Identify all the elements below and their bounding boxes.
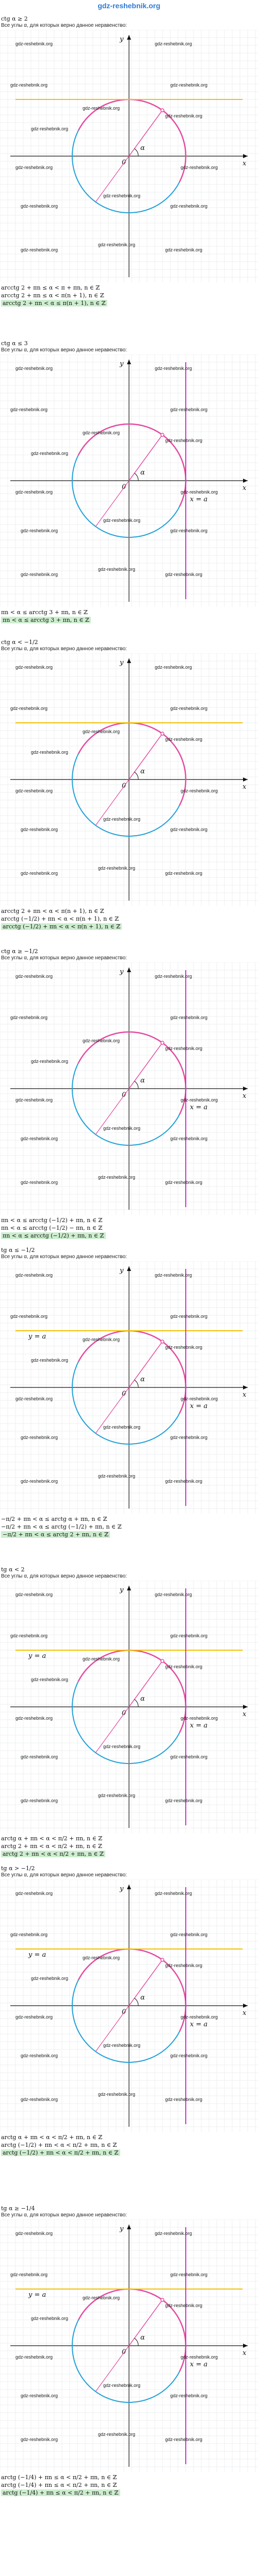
watermark-text: gdz-reshebnik.org bbox=[170, 1932, 208, 1937]
y-axis-label: y bbox=[120, 360, 124, 368]
angle-point bbox=[161, 433, 164, 436]
x-axis-label: x bbox=[243, 1710, 247, 1718]
angle-arc bbox=[135, 1699, 138, 1707]
y-eq-a-label: y = a bbox=[28, 1652, 46, 1660]
angle-arc bbox=[135, 772, 138, 779]
problem-statement: tg α ≥ −1/4 bbox=[1, 2205, 35, 2212]
answer-line: −π/2 + πn < α ≤ arctg (−1/2) + πn, n ∈ ℤ bbox=[1, 1523, 122, 1530]
watermark-text: gdz-reshebnik.org bbox=[170, 1015, 208, 1020]
watermark-text: gdz-reshebnik.org bbox=[21, 1754, 58, 1759]
alpha-label: α bbox=[140, 768, 145, 775]
watermark-text: gdz-reshebnik.org bbox=[165, 1046, 203, 1051]
watermark-text: gdz-reshebnik.org bbox=[21, 247, 58, 252]
condition-text: Все углы α, для которых верно данное неравенство: bbox=[1, 1254, 127, 1260]
x-axis-label: x bbox=[243, 1391, 247, 1399]
solution-arc bbox=[78, 1032, 186, 1114]
watermark-text: gdz-reshebnik.org bbox=[103, 2383, 141, 2388]
watermark-text: gdz-reshebnik.org bbox=[21, 827, 58, 832]
origin-label: 0 bbox=[122, 159, 126, 166]
watermark-text: gdz-reshebnik.org bbox=[15, 1592, 53, 1597]
watermark-text: gdz-reshebnik.org bbox=[155, 974, 192, 979]
watermark-text: gdz-reshebnik.org bbox=[103, 1744, 141, 1749]
watermark-text: gdz-reshebnik.org bbox=[165, 1345, 203, 1350]
alpha-label: α bbox=[140, 1376, 145, 1383]
radius-line bbox=[129, 435, 163, 481]
watermark-text: gdz-reshebnik.org bbox=[170, 1136, 208, 1141]
watermark-text: gdz-reshebnik.org bbox=[103, 1126, 141, 1131]
problem-statement: tg α > −1/2 bbox=[1, 1865, 35, 1872]
x-axis-label: x bbox=[243, 160, 247, 167]
origin-label: 0 bbox=[122, 1091, 126, 1099]
watermark-text: gdz-reshebnik.org bbox=[31, 451, 69, 456]
watermark-text: gdz-reshebnik.org bbox=[165, 2097, 203, 2102]
x-axis-label: x bbox=[243, 484, 247, 492]
watermark-text: gdz-reshebnik.org bbox=[170, 2053, 208, 2058]
y-axis-label: y bbox=[120, 36, 124, 43]
problem-statement: ctg α ≥ 2 bbox=[1, 15, 28, 22]
alpha-label: α bbox=[140, 144, 145, 152]
watermark-text: gdz-reshebnik.org bbox=[165, 113, 203, 118]
answer-line: arctg α + πn < α < π/2 + πn, n ∈ ℤ bbox=[1, 2134, 103, 2141]
watermark-text: gdz-reshebnik.org bbox=[181, 1097, 218, 1103]
watermark-text: gdz-reshebnik.org bbox=[15, 665, 53, 670]
radius-line bbox=[129, 1661, 163, 1707]
watermark-text: gdz-reshebnik.org bbox=[165, 572, 203, 577]
watermark-text: gdz-reshebnik.org bbox=[83, 1656, 120, 1662]
x-eq-a-label: x = a bbox=[190, 2021, 208, 2028]
unit-circle-plot bbox=[0, 30, 258, 282]
watermark-text: gdz-reshebnik.org bbox=[170, 528, 208, 533]
angle-arc bbox=[135, 1998, 138, 2006]
watermark-text: gdz-reshebnik.org bbox=[31, 1059, 69, 1064]
watermark-text: gdz-reshebnik.org bbox=[170, 204, 208, 209]
watermark-text: gdz-reshebnik.org bbox=[181, 165, 218, 170]
x-axis-label: x bbox=[243, 1092, 247, 1100]
final-answer: arctg 2 + πn < α < π/2 + πn, n ∈ ℤ bbox=[1, 1851, 105, 1857]
condition-text: Все углы α, для которых верно данное неравенство: bbox=[1, 646, 127, 652]
watermark-text: gdz-reshebnik.org bbox=[181, 2354, 218, 2360]
answer-line: πn < α ≤ arcctg 3 + πn, n ∈ ℤ bbox=[1, 609, 88, 616]
watermark-text: gdz-reshebnik.org bbox=[181, 788, 218, 793]
answer-line: arcctg 2 + πn < α < π(n + 1), n ∈ ℤ bbox=[1, 908, 104, 914]
watermark-text: gdz-reshebnik.org bbox=[165, 2437, 203, 2442]
watermark-text: gdz-reshebnik.org bbox=[15, 1716, 53, 1721]
watermark-text: gdz-reshebnik.org bbox=[15, 1097, 53, 1103]
angle-point bbox=[161, 2298, 164, 2301]
watermark-text: gdz-reshebnik.org bbox=[31, 126, 69, 131]
watermark-text: gdz-reshebnik.org bbox=[165, 247, 203, 252]
answer-line: arcctg 2 + πn ≤ α < π + πn, n ∈ ℤ bbox=[1, 284, 100, 291]
watermark-text: gdz-reshebnik.org bbox=[10, 2272, 48, 2277]
watermark-text: gdz-reshebnik.org bbox=[165, 871, 203, 876]
final-answer: arctg (−1/4) + πn ≤ α < π/2 + πn, n ∈ ℤ bbox=[1, 2489, 120, 2496]
condition-text: Все углы α, для которых верно данное неравенство: bbox=[1, 1573, 127, 1579]
unit-circle-plot bbox=[0, 962, 258, 1215]
watermark-text: gdz-reshebnik.org bbox=[103, 817, 141, 822]
watermark-text: gdz-reshebnik.org bbox=[10, 706, 48, 711]
watermark-text: gdz-reshebnik.org bbox=[170, 2393, 208, 2398]
watermark-text: gdz-reshebnik.org bbox=[98, 2432, 136, 2437]
watermark-text: gdz-reshebnik.org bbox=[15, 489, 53, 495]
site-logo[interactable]: gdz-reshebnik.org bbox=[98, 2, 160, 10]
watermark-text: gdz-reshebnik.org bbox=[83, 106, 120, 111]
watermark-text: gdz-reshebnik.org bbox=[21, 572, 58, 577]
watermark-text: gdz-reshebnik.org bbox=[155, 41, 192, 46]
watermark-text: gdz-reshebnik.org bbox=[10, 1314, 48, 1319]
watermark-text: gdz-reshebnik.org bbox=[170, 1754, 208, 1759]
x-eq-a-label: x = a bbox=[190, 1722, 208, 1730]
watermark-text: gdz-reshebnik.org bbox=[15, 974, 53, 979]
solution-arc bbox=[78, 424, 186, 506]
condition-text: Все углы α, для которых верно данное неравенство: bbox=[1, 23, 127, 28]
y-axis-label: y bbox=[120, 659, 124, 667]
x-axis-label: x bbox=[243, 2349, 247, 2357]
watermark-text: gdz-reshebnik.org bbox=[170, 407, 208, 412]
solution-arc bbox=[78, 99, 186, 182]
final-answer: arcctg 2 + πn < α ≤ π(n + 1), n ∈ ℤ bbox=[1, 300, 107, 307]
watermark-text: gdz-reshebnik.org bbox=[15, 1396, 53, 1401]
alpha-label: α bbox=[140, 1994, 145, 2002]
x-arrow-icon bbox=[243, 1087, 248, 1091]
condition-text: Все углы α, для которых верно данное неравенство: bbox=[1, 347, 127, 353]
watermark-text: gdz-reshebnik.org bbox=[98, 866, 136, 871]
watermark-text: gdz-reshebnik.org bbox=[165, 737, 203, 742]
watermark-text: gdz-reshebnik.org bbox=[83, 1955, 120, 1960]
angle-point bbox=[161, 1041, 164, 1044]
watermark-text: gdz-reshebnik.org bbox=[165, 1963, 203, 1968]
watermark-text: gdz-reshebnik.org bbox=[170, 1633, 208, 1638]
watermark-text: gdz-reshebnik.org bbox=[181, 1716, 218, 1721]
watermark-text: gdz-reshebnik.org bbox=[170, 827, 208, 832]
watermark-text: gdz-reshebnik.org bbox=[31, 1677, 69, 1682]
answer-line: arcctg 2 + πn ≤ α < π(n + 1), n ∈ ℤ bbox=[1, 292, 104, 299]
answer-line: arctg 2 + πn < α < π/2 + πn, n ∈ ℤ bbox=[1, 1843, 103, 1850]
watermark-text: gdz-reshebnik.org bbox=[15, 366, 53, 371]
watermark-text: gdz-reshebnik.org bbox=[21, 528, 58, 533]
watermark-text: gdz-reshebnik.org bbox=[155, 665, 192, 670]
alpha-label: α bbox=[140, 469, 145, 477]
answer-line: arcctg (−1/2) + πn < α < π(n + 1), n ∈ ℤ bbox=[1, 916, 119, 922]
answer-line: −π/2 + πn < α ≤ arctg α + πn, n ∈ ℤ bbox=[1, 1516, 107, 1522]
x-eq-a-label: x = a bbox=[190, 1104, 208, 1111]
watermark-text: gdz-reshebnik.org bbox=[21, 2097, 58, 2102]
watermark-text: gdz-reshebnik.org bbox=[98, 242, 136, 247]
watermark-text: gdz-reshebnik.org bbox=[98, 567, 136, 572]
alpha-label: α bbox=[140, 1695, 145, 1703]
answer-line: arctg α + πn < α < π/2 + πn, n ∈ ℤ bbox=[1, 1835, 103, 1842]
watermark-text: gdz-reshebnik.org bbox=[155, 2231, 192, 2236]
solution-arc bbox=[78, 1331, 186, 1413]
watermark-text: gdz-reshebnik.org bbox=[83, 1038, 120, 1043]
watermark-text: gdz-reshebnik.org bbox=[165, 2303, 203, 2308]
alpha-label: α bbox=[140, 2334, 145, 2342]
radius-line bbox=[129, 1960, 163, 2006]
watermark-text: gdz-reshebnik.org bbox=[181, 2014, 218, 2020]
radius-line bbox=[129, 1043, 163, 1089]
watermark-text: gdz-reshebnik.org bbox=[21, 1798, 58, 1803]
x-eq-a-label: x = a bbox=[190, 1402, 208, 1410]
x-arrow-icon bbox=[243, 2004, 248, 2008]
answer-line: πn < α ≤ arcctg (−1/2) + πn, n ∈ ℤ bbox=[1, 1217, 103, 1224]
alpha-label: α bbox=[140, 1077, 145, 1084]
angle-arc bbox=[135, 1380, 138, 1387]
problem-statement: ctg α ≥ −1/2 bbox=[1, 948, 38, 955]
watermark-text: gdz-reshebnik.org bbox=[181, 1396, 218, 1401]
radius-line bbox=[129, 110, 163, 156]
x-arrow-icon bbox=[243, 777, 248, 782]
watermark-text: gdz-reshebnik.org bbox=[83, 2295, 120, 2300]
watermark-text: gdz-reshebnik.org bbox=[15, 788, 53, 793]
watermark-text: gdz-reshebnik.org bbox=[155, 1273, 192, 1278]
answer-line: arctg (−1/2) + πn < α < π/2 + πn, n ∈ ℤ bbox=[1, 2142, 117, 2148]
watermark-text: gdz-reshebnik.org bbox=[155, 366, 192, 371]
watermark-text: gdz-reshebnik.org bbox=[181, 489, 218, 495]
x-arrow-icon bbox=[243, 154, 248, 158]
watermark-text: gdz-reshebnik.org bbox=[21, 1180, 58, 1185]
angle-arc bbox=[135, 1081, 138, 1089]
watermark-text: gdz-reshebnik.org bbox=[170, 2272, 208, 2277]
origin-label: 0 bbox=[122, 483, 126, 491]
origin-label: 0 bbox=[122, 2348, 126, 2356]
watermark-text: gdz-reshebnik.org bbox=[31, 750, 69, 755]
radius-line bbox=[129, 1342, 163, 1387]
y-eq-a-label: y = a bbox=[28, 2291, 46, 2299]
angle-arc bbox=[135, 148, 138, 156]
problem-statement: tg α ≤ −1/2 bbox=[1, 1247, 35, 1253]
watermark-text: gdz-reshebnik.org bbox=[31, 1358, 69, 1363]
watermark-text: gdz-reshebnik.org bbox=[10, 82, 48, 88]
watermark-text: gdz-reshebnik.org bbox=[165, 1180, 203, 1185]
watermark-text: gdz-reshebnik.org bbox=[165, 1664, 203, 1669]
y-axis-label: y bbox=[120, 968, 124, 976]
watermark-text: gdz-reshebnik.org bbox=[15, 1273, 53, 1278]
watermark-text: gdz-reshebnik.org bbox=[21, 2437, 58, 2442]
y-axis-label: y bbox=[120, 1586, 124, 1594]
watermark-text: gdz-reshebnik.org bbox=[21, 2393, 58, 2398]
watermark-text: gdz-reshebnik.org bbox=[15, 41, 53, 46]
answer-line: arctg (−1/4) + πn ≤ α < π/2 + πn, n ∈ ℤ bbox=[1, 2482, 117, 2488]
condition-text: Все углы α, для которых верно данное неравенство: bbox=[1, 955, 127, 961]
watermark-text: gdz-reshebnik.org bbox=[103, 193, 141, 198]
x-arrow-icon bbox=[243, 1705, 248, 1709]
final-answer: arcctg (−1/2) + πn < α < π(n + 1), n ∈ ℤ bbox=[1, 923, 122, 930]
origin-label: 0 bbox=[122, 782, 126, 790]
watermark-text: gdz-reshebnik.org bbox=[21, 204, 58, 209]
watermark-text: gdz-reshebnik.org bbox=[15, 2354, 53, 2360]
watermark-text: gdz-reshebnik.org bbox=[170, 706, 208, 711]
final-answer: −π/2 + πn < α ≤ arctg 2 + πn, n ∈ ℤ bbox=[1, 1531, 110, 1538]
watermark-text: gdz-reshebnik.org bbox=[170, 1435, 208, 1440]
watermark-text: gdz-reshebnik.org bbox=[10, 1633, 48, 1638]
watermark-text: gdz-reshebnik.org bbox=[10, 1015, 48, 1020]
y-eq-a-label: y = a bbox=[28, 1333, 46, 1341]
unit-circle-plot bbox=[0, 1879, 258, 2132]
watermark-text: gdz-reshebnik.org bbox=[103, 518, 141, 523]
angle-point bbox=[161, 1659, 164, 1663]
angle-point bbox=[161, 1340, 164, 1343]
angle-arc bbox=[135, 2338, 138, 2346]
watermark-text: gdz-reshebnik.org bbox=[21, 1136, 58, 1141]
angle-arc bbox=[135, 473, 138, 481]
unit-circle-plot bbox=[0, 2219, 258, 2472]
watermark-text: gdz-reshebnik.org bbox=[165, 1798, 203, 1803]
solution-arc bbox=[78, 1650, 186, 1733]
y-axis-label: y bbox=[120, 1885, 124, 1893]
watermark-text: gdz-reshebnik.org bbox=[15, 1891, 53, 1896]
watermark-text: gdz-reshebnik.org bbox=[21, 871, 58, 876]
watermark-text: gdz-reshebnik.org bbox=[103, 1425, 141, 1430]
watermark-text: gdz-reshebnik.org bbox=[15, 165, 53, 170]
origin-label: 0 bbox=[122, 1390, 126, 1398]
x-arrow-icon bbox=[243, 479, 248, 483]
y-axis-label: y bbox=[120, 1267, 124, 1275]
watermark-text: gdz-reshebnik.org bbox=[98, 2092, 136, 2097]
watermark-text: gdz-reshebnik.org bbox=[31, 2316, 69, 2321]
unit-circle-plot bbox=[0, 653, 258, 906]
x-axis-label: x bbox=[243, 783, 247, 791]
watermark-text: gdz-reshebnik.org bbox=[21, 1435, 58, 1440]
watermark-text: gdz-reshebnik.org bbox=[10, 1932, 48, 1937]
x-arrow-icon bbox=[243, 1385, 248, 1389]
watermark-text: gdz-reshebnik.org bbox=[170, 82, 208, 88]
angle-point bbox=[161, 1958, 164, 1961]
watermark-text: gdz-reshebnik.org bbox=[83, 430, 120, 435]
watermark-text: gdz-reshebnik.org bbox=[103, 2043, 141, 2048]
radius-line bbox=[129, 734, 163, 779]
unit-circle-plot bbox=[0, 354, 258, 607]
condition-text: Все углы α, для которых верно данное неравенство: bbox=[1, 2212, 127, 2218]
watermark-text: gdz-reshebnik.org bbox=[31, 1976, 69, 1981]
problem-statement: ctg α < −1/2 bbox=[1, 639, 38, 646]
x-axis-label: x bbox=[243, 2009, 247, 2017]
answer-line: πn < α ≤ arcctg (−1/2) − πn, n ∈ ℤ bbox=[1, 1225, 103, 1231]
watermark-text: gdz-reshebnik.org bbox=[98, 1473, 136, 1479]
radius-line bbox=[129, 2300, 163, 2346]
watermark-text: gdz-reshebnik.org bbox=[83, 1337, 120, 1342]
answer-line: arctg (−1/4) + πn ≤ α < π/2 + πn, n ∈ ℤ bbox=[1, 2474, 117, 2481]
watermark-text: gdz-reshebnik.org bbox=[15, 2231, 53, 2236]
watermark-text: gdz-reshebnik.org bbox=[165, 1479, 203, 1484]
watermark-text: gdz-reshebnik.org bbox=[21, 2053, 58, 2058]
y-axis-label: y bbox=[120, 2225, 124, 2233]
watermark-text: gdz-reshebnik.org bbox=[15, 2014, 53, 2020]
watermark-text: gdz-reshebnik.org bbox=[10, 407, 48, 412]
watermark-text: gdz-reshebnik.org bbox=[155, 1592, 192, 1597]
final-answer: arctg (−1/2) + πn < α < π/2 + πn, n ∈ ℤ bbox=[1, 2149, 120, 2156]
watermark-text: gdz-reshebnik.org bbox=[21, 1479, 58, 1484]
x-eq-a-label: x = a bbox=[190, 2361, 208, 2368]
watermark-text: gdz-reshebnik.org bbox=[155, 1891, 192, 1896]
watermark-text: gdz-reshebnik.org bbox=[170, 1314, 208, 1319]
problem-statement: tg α < 2 bbox=[1, 1566, 25, 1573]
x-arrow-icon bbox=[243, 2344, 248, 2348]
solution-arc bbox=[78, 2289, 186, 2371]
condition-text: Все углы α, для которых верно данное неравенство: bbox=[1, 1872, 127, 1878]
final-answer: πn < α ≤ arcctg 3 + πn, n ∈ ℤ bbox=[1, 617, 91, 623]
solution-arc bbox=[78, 723, 186, 805]
final-answer: πn < α ≤ arcctg (−1/2) + πn, n ∈ ℤ bbox=[1, 1232, 106, 1239]
unit-circle-plot bbox=[0, 1581, 258, 1833]
origin-label: 0 bbox=[122, 2008, 126, 2016]
solution-arc bbox=[78, 1949, 186, 2031]
y-eq-a-label: y = a bbox=[28, 1951, 46, 1959]
origin-label: 0 bbox=[122, 1709, 126, 1717]
watermark-text: gdz-reshebnik.org bbox=[98, 1793, 136, 1798]
watermark-text: gdz-reshebnik.org bbox=[98, 1175, 136, 1180]
problem-statement: ctg α ≤ 3 bbox=[1, 340, 28, 347]
angle-point bbox=[161, 109, 164, 112]
x-eq-a-label: x = a bbox=[190, 496, 208, 503]
watermark-text: gdz-reshebnik.org bbox=[83, 729, 120, 734]
unit-circle-plot bbox=[0, 1261, 258, 1514]
angle-point bbox=[161, 732, 164, 735]
watermark-text: gdz-reshebnik.org bbox=[165, 438, 203, 443]
